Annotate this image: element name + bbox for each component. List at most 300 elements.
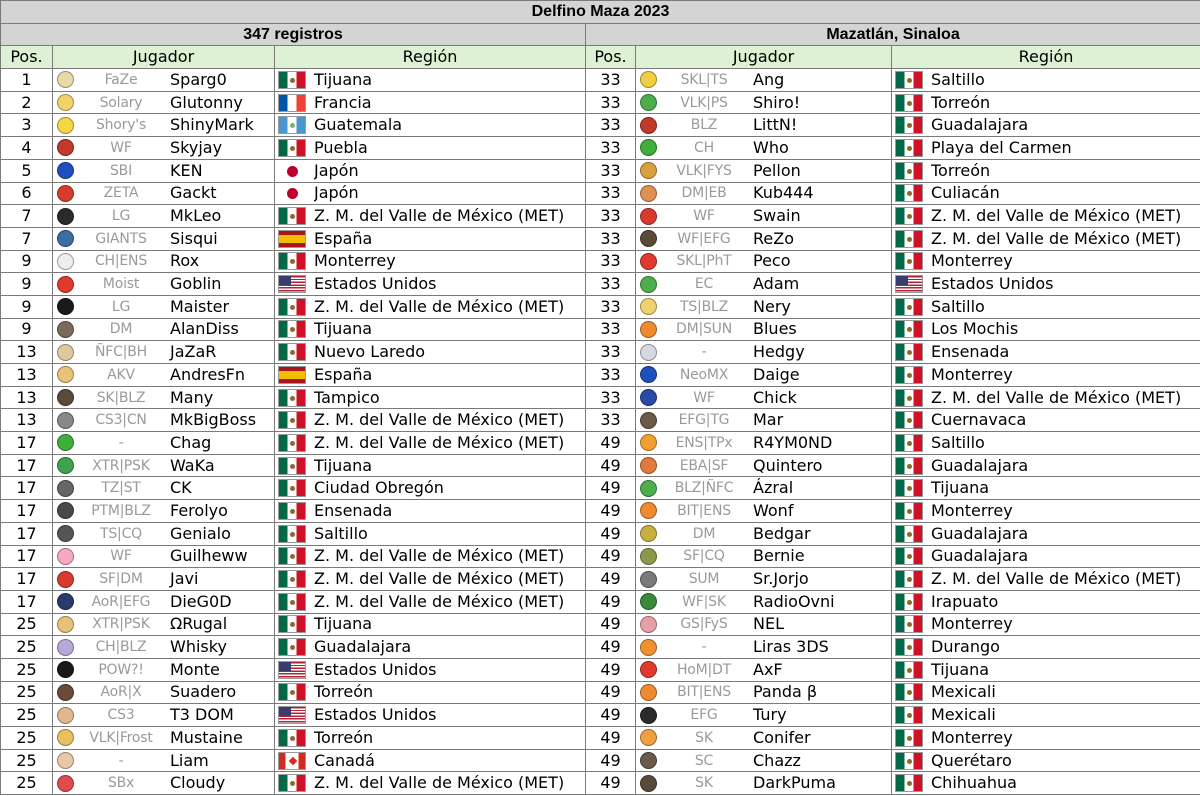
player-cell — [53, 590, 275, 613]
region-cell — [892, 250, 1200, 273]
player-cell — [636, 114, 892, 137]
player-gamertag: ΩRugal — [170, 614, 228, 634]
player-cell — [53, 568, 275, 591]
player-gamertag: Blues — [753, 319, 797, 339]
region-name: Japón — [314, 160, 359, 180]
region-cell — [275, 477, 586, 500]
flag-icon — [895, 729, 923, 747]
flag-icon — [895, 366, 923, 384]
region-name: Monterrey — [931, 251, 1013, 271]
placement: 49 — [586, 432, 636, 455]
player-gamertag: Many — [170, 387, 214, 407]
sponsor-tag: SBI — [109, 162, 133, 179]
region-name: Torreón — [314, 682, 374, 702]
character-icon — [640, 707, 657, 724]
region-name: Guadalajara — [931, 455, 1029, 475]
placement: 33 — [586, 227, 636, 250]
region-name: Monterrey — [314, 251, 396, 271]
region-cell — [275, 69, 586, 92]
character-icon — [57, 298, 74, 315]
placement: 33 — [586, 137, 636, 160]
player-gamertag: DieG0D — [170, 591, 232, 611]
table-row — [1, 227, 1200, 250]
character-icon — [640, 639, 657, 656]
region-cell — [892, 137, 1200, 160]
region-name: Z. M. del Valle de México (MET) — [314, 591, 565, 611]
player-gamertag: Genialo — [170, 523, 231, 543]
sponsor-tag: SKL|TS — [680, 71, 728, 88]
region-cell — [275, 250, 586, 273]
flag-icon — [895, 615, 923, 633]
flag-icon — [278, 320, 306, 338]
region-cell — [275, 409, 586, 432]
character-icon — [57, 480, 74, 497]
flag-icon — [278, 207, 306, 225]
region-name: Tijuana — [314, 455, 373, 475]
placement: 17 — [1, 522, 53, 545]
flag-icon — [895, 479, 923, 497]
player-cell — [53, 91, 275, 114]
player-gamertag: Ázral — [753, 478, 794, 498]
region-cell — [892, 273, 1200, 296]
character-icon — [57, 525, 74, 542]
player-gamertag: KEN — [170, 160, 203, 180]
character-icon — [57, 616, 74, 633]
flag-icon — [895, 547, 923, 565]
region-cell — [275, 704, 586, 727]
player-gamertag: MkLeo — [170, 206, 222, 226]
region-cell — [892, 295, 1200, 318]
flag-icon — [895, 525, 923, 543]
region-cell — [892, 318, 1200, 341]
character-icon — [57, 139, 74, 156]
player-gamertag: R4YM0ND — [753, 432, 833, 452]
region-cell — [275, 590, 586, 613]
flag-icon — [278, 615, 306, 633]
player-cell — [53, 636, 275, 659]
character-icon — [640, 684, 657, 701]
table-row — [1, 137, 1200, 160]
placement: 17 — [1, 432, 53, 455]
player-cell — [53, 477, 275, 500]
player-cell — [636, 295, 892, 318]
region-name: Ensenada — [931, 342, 1010, 362]
flag-icon — [278, 479, 306, 497]
region-name: Monterrey — [931, 614, 1013, 634]
region-cell — [892, 205, 1200, 228]
placement: 17 — [1, 545, 53, 568]
region-cell — [892, 454, 1200, 477]
region-name: Tijuana — [314, 69, 373, 89]
player-cell — [636, 658, 892, 681]
flag-icon — [278, 729, 306, 747]
sponsor-tag: EFG|TG — [678, 412, 730, 429]
region-name: Monterrey — [931, 727, 1013, 747]
placement: 6 — [1, 182, 53, 205]
placement: 25 — [1, 727, 53, 750]
player-gamertag: Tury — [753, 705, 787, 725]
player-gamertag: Kub444 — [753, 183, 814, 203]
player-cell — [636, 91, 892, 114]
region-name: Z. M. del Valle de México (MET) — [314, 410, 565, 430]
placement: 2 — [1, 91, 53, 114]
character-icon — [57, 684, 74, 701]
region-name: Z. M. del Valle de México (MET) — [314, 546, 565, 566]
player-cell — [53, 137, 275, 160]
sponsor-tag: Shory's — [95, 117, 147, 134]
placement: 49 — [586, 568, 636, 591]
sponsor-tag: BLZ — [690, 117, 718, 134]
flag-icon — [278, 230, 306, 248]
flag-icon — [895, 683, 923, 701]
placement: 33 — [586, 250, 636, 273]
region-cell — [275, 545, 586, 568]
placement: 33 — [586, 205, 636, 228]
table-row — [1, 182, 1200, 205]
table-row — [1, 454, 1200, 477]
region-name: Torreón — [314, 727, 374, 747]
sponsor-tag: SF|DM — [99, 571, 143, 588]
flag-icon — [278, 162, 306, 180]
placement: 17 — [1, 500, 53, 523]
region-name: Saltillo — [931, 296, 985, 316]
table-row — [1, 636, 1200, 659]
sponsor-tag: POW?! — [98, 661, 144, 678]
flag-icon — [895, 389, 923, 407]
region-name: Durango — [931, 637, 1000, 657]
placement: 7 — [1, 205, 53, 228]
player-cell — [636, 590, 892, 613]
region-name: Z. M. del Valle de México (MET) — [314, 569, 565, 589]
player-cell — [53, 205, 275, 228]
flag-icon — [278, 570, 306, 588]
region-cell — [275, 749, 586, 772]
sponsor-tag: DM|EB — [681, 185, 727, 202]
character-icon — [640, 321, 657, 338]
region-name: Tijuana — [314, 614, 373, 634]
character-icon — [57, 571, 74, 588]
table-row — [1, 295, 1200, 318]
player-cell — [636, 681, 892, 704]
placement: 49 — [586, 454, 636, 477]
region-name: Nuevo Laredo — [314, 342, 426, 362]
player-cell — [53, 681, 275, 704]
sponsor-tag: - — [118, 434, 124, 451]
sponsor-tag: LG — [111, 208, 131, 225]
player-cell — [53, 658, 275, 681]
character-icon — [640, 208, 657, 225]
player-cell — [53, 273, 275, 296]
table-row — [1, 364, 1200, 387]
sponsor-tag: WF — [110, 139, 132, 156]
table-row — [1, 613, 1200, 636]
character-icon — [640, 276, 657, 293]
player-gamertag: Ferolyo — [170, 500, 228, 520]
placement: 25 — [1, 613, 53, 636]
player-cell — [53, 295, 275, 318]
region-name: Tijuana — [314, 319, 373, 339]
sponsor-tag: CH — [694, 139, 714, 156]
sponsor-tag: SC — [694, 752, 714, 769]
player-gamertag: Gackt — [170, 183, 217, 203]
placement: 17 — [1, 477, 53, 500]
flag-icon — [895, 502, 923, 520]
character-icon — [640, 571, 657, 588]
region-cell — [275, 227, 586, 250]
player-cell — [636, 318, 892, 341]
sponsor-tag: TS|CQ — [100, 525, 142, 542]
character-icon — [57, 321, 74, 338]
region-cell — [892, 658, 1200, 681]
region-name: Guadalajara — [314, 637, 412, 657]
flag-icon — [278, 547, 306, 565]
player-gamertag: Maister — [170, 296, 230, 316]
placement: 25 — [1, 772, 53, 795]
character-icon — [640, 71, 657, 88]
character-icon — [57, 548, 74, 565]
player-gamertag: CK — [170, 478, 192, 498]
table-row — [1, 727, 1200, 750]
placement: 13 — [1, 364, 53, 387]
region-cell — [275, 432, 586, 455]
placement: 17 — [1, 454, 53, 477]
player-gamertag: Cloudy — [170, 773, 226, 793]
player-cell — [636, 273, 892, 296]
region-cell — [892, 159, 1200, 182]
table-row — [1, 91, 1200, 114]
player-gamertag: Panda β — [753, 682, 818, 702]
player-cell — [53, 454, 275, 477]
player-gamertag: Chazz — [753, 750, 801, 770]
region-cell — [275, 454, 586, 477]
sponsor-tag: EC — [694, 276, 714, 293]
placement: 9 — [1, 318, 53, 341]
placement: 25 — [1, 704, 53, 727]
player-gamertag: MkBigBoss — [170, 410, 257, 430]
region-cell — [892, 409, 1200, 432]
table-row — [1, 590, 1200, 613]
region-cell — [892, 772, 1200, 795]
region-name: Torreón — [931, 160, 991, 180]
tournament-location: Mazatlán, Sinaloa — [586, 23, 1200, 46]
player-gamertag: Who — [753, 137, 789, 157]
region-name: Puebla — [314, 137, 368, 157]
character-icon — [57, 752, 74, 769]
placement: 9 — [1, 295, 53, 318]
sponsor-tag: TS|BLZ — [680, 298, 728, 315]
player-cell — [636, 159, 892, 182]
region-name: Monterrey — [931, 364, 1013, 384]
player-cell — [636, 69, 892, 92]
player-gamertag: Hedgy — [753, 342, 805, 362]
placement: 17 — [1, 568, 53, 591]
character-icon — [640, 548, 657, 565]
region-name: Guadalajara — [931, 546, 1029, 566]
player-cell — [636, 341, 892, 364]
region-name: Z. M. del Valle de México (MET) — [314, 773, 565, 793]
region-name: Saltillo — [314, 523, 368, 543]
region-cell — [892, 69, 1200, 92]
region-name: Z. M. del Valle de México (MET) — [931, 206, 1182, 226]
region-name: Japón — [314, 183, 359, 203]
player-gamertag: ReZo — [753, 228, 794, 248]
table-row — [1, 658, 1200, 681]
flag-icon — [895, 411, 923, 429]
player-cell — [53, 69, 275, 92]
region-cell — [275, 522, 586, 545]
player-cell — [636, 545, 892, 568]
sponsor-tag: XTR|PSK — [92, 457, 150, 474]
sponsor-tag: - — [118, 752, 124, 769]
character-icon — [57, 366, 74, 383]
player-gamertag: Chag — [170, 432, 212, 452]
player-gamertag: Suadero — [170, 682, 237, 702]
player-cell — [636, 137, 892, 160]
region-name: Mexicali — [931, 705, 996, 725]
player-gamertag: Skyjay — [170, 137, 223, 157]
sponsor-tag: SBx — [107, 775, 135, 792]
character-icon — [57, 389, 74, 406]
flag-icon — [278, 593, 306, 611]
placement: 33 — [586, 114, 636, 137]
region-cell — [892, 636, 1200, 659]
region-cell — [892, 704, 1200, 727]
region-cell — [892, 477, 1200, 500]
player-cell — [636, 704, 892, 727]
player-gamertag: Ang — [753, 69, 785, 89]
sponsor-tag: ENS|TPx — [675, 434, 733, 451]
placement: 33 — [586, 182, 636, 205]
table-row — [1, 159, 1200, 182]
player-cell — [53, 704, 275, 727]
table-row — [1, 341, 1200, 364]
character-icon — [57, 208, 74, 225]
flag-icon — [895, 207, 923, 225]
region-cell — [892, 432, 1200, 455]
region-cell — [892, 522, 1200, 545]
character-icon — [640, 616, 657, 633]
placement: 49 — [586, 681, 636, 704]
player-gamertag: Sr.Jorjo — [753, 569, 809, 589]
player-gamertag: NEL — [753, 614, 784, 634]
page-title: Delfino Maza 2023 — [1, 1, 1200, 24]
character-icon — [640, 117, 657, 134]
character-icon — [57, 707, 74, 724]
character-icon — [57, 276, 74, 293]
character-icon — [640, 389, 657, 406]
sponsor-tag: DM|SUN — [676, 321, 732, 338]
flag-icon — [895, 570, 923, 588]
player-cell — [636, 522, 892, 545]
region-name: Z. M. del Valle de México (MET) — [931, 569, 1182, 589]
table-row — [1, 386, 1200, 409]
sponsor-tag: EFG — [690, 707, 718, 724]
flag-icon — [895, 139, 923, 157]
player-cell — [636, 205, 892, 228]
table-row — [1, 749, 1200, 772]
column-header-region: Región — [892, 46, 1200, 69]
player-cell — [53, 341, 275, 364]
region-cell — [892, 341, 1200, 364]
character-icon — [57, 593, 74, 610]
sponsor-tag: PTM|BLZ — [91, 502, 151, 519]
player-gamertag: LittN! — [753, 115, 798, 135]
sponsor-tag: Moist — [102, 276, 140, 293]
region-name: Saltillo — [931, 69, 985, 89]
player-cell — [636, 772, 892, 795]
player-gamertag: Pellon — [753, 160, 801, 180]
table-row — [1, 522, 1200, 545]
flag-icon — [895, 252, 923, 270]
region-name: Chihuahua — [931, 773, 1017, 793]
sponsor-tag: WF — [693, 208, 715, 225]
sponsor-tag: Solary — [99, 94, 143, 111]
region-name: Torreón — [931, 92, 991, 112]
region-name: Estados Unidos — [314, 274, 437, 294]
sponsor-tag: SF|CQ — [683, 548, 725, 565]
player-gamertag: JaZaR — [170, 342, 217, 362]
sponsor-tag: WF — [693, 389, 715, 406]
region-cell — [892, 568, 1200, 591]
region-name: Mexicali — [931, 682, 996, 702]
player-gamertag: Swain — [753, 206, 801, 226]
player-gamertag: Goblin — [170, 274, 222, 294]
player-cell — [53, 432, 275, 455]
region-cell — [275, 341, 586, 364]
region-cell — [275, 205, 586, 228]
flag-icon — [278, 638, 306, 656]
character-icon — [57, 230, 74, 247]
character-icon — [640, 344, 657, 361]
region-cell — [275, 500, 586, 523]
sponsor-tag: GIANTS — [95, 230, 147, 247]
character-icon — [640, 502, 657, 519]
region-name: Cuernavaca — [931, 410, 1027, 430]
flag-icon — [278, 389, 306, 407]
player-gamertag: Rox — [170, 251, 200, 271]
character-icon — [57, 253, 74, 270]
column-header-region: Región — [275, 46, 586, 69]
player-cell — [636, 477, 892, 500]
character-icon — [640, 94, 657, 111]
flag-icon — [278, 343, 306, 361]
sponsor-tag: SUM — [688, 571, 720, 588]
flag-icon — [895, 298, 923, 316]
player-cell — [53, 545, 275, 568]
region-cell — [892, 500, 1200, 523]
region-name: Estados Unidos — [931, 274, 1054, 294]
region-name: Los Mochis — [931, 319, 1019, 339]
sponsor-tag: AoR|X — [100, 684, 142, 701]
sponsor-tag: LG — [111, 298, 131, 315]
table-row — [1, 318, 1200, 341]
character-icon — [640, 525, 657, 542]
table-row — [1, 545, 1200, 568]
player-cell — [53, 500, 275, 523]
region-cell — [275, 273, 586, 296]
character-icon — [57, 117, 74, 134]
placement: 13 — [1, 386, 53, 409]
region-cell — [275, 386, 586, 409]
flag-icon — [895, 184, 923, 202]
sponsor-tag: ÑFC|BH — [95, 344, 147, 361]
region-cell — [275, 91, 586, 114]
character-icon — [640, 593, 657, 610]
player-gamertag: Sparg0 — [170, 69, 227, 89]
placement: 33 — [586, 386, 636, 409]
region-cell — [892, 727, 1200, 750]
character-icon — [57, 71, 74, 88]
